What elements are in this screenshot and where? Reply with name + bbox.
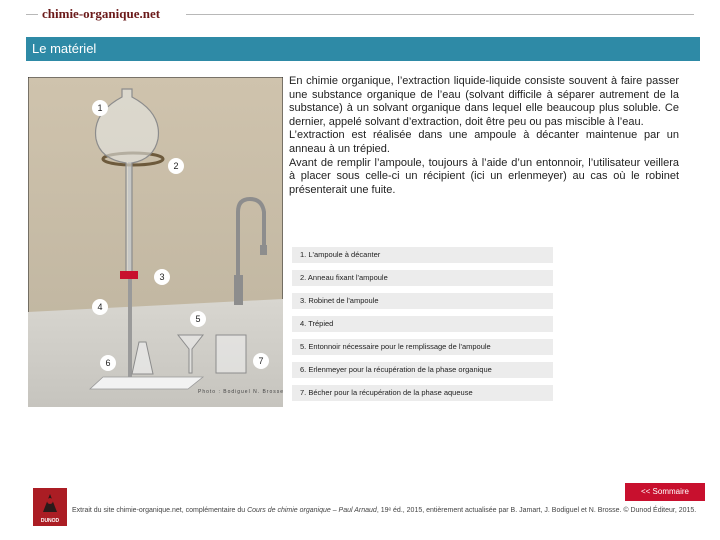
intro-paragraph-3: Avant de remplir l’ampoule, toujours à l’aide d’un entonnoir, l’utilisateur veillera à placer sous celle-ci un récipient (ici un erlenmeyer) au cas où le robinet présenterait une fuite.	[289, 156, 679, 196]
dunod-logo	[33, 488, 67, 526]
marker-2: 2	[168, 158, 184, 174]
lab-setup-illustration	[28, 77, 283, 407]
legend-item: 2. Anneau fixant l'ampoule	[292, 270, 553, 286]
footer-part-2: , 19ᵉ éd., 2015, entièrement actualisée par B. Jamart, J. Bodiguel et N. Brosse. © Dunod Éditeur, 2015.	[376, 507, 697, 514]
photo-credit: Photo : Bodiguel N. Brosse	[198, 389, 285, 395]
legend-item: 4. Trépied	[292, 316, 553, 332]
intro-text	[289, 75, 679, 197]
marker-5: 5	[190, 311, 206, 327]
section-header: Le matériel	[26, 37, 700, 61]
equipment-legend	[292, 247, 553, 408]
marker-6: 6	[100, 355, 116, 371]
marker-3: 3	[154, 269, 170, 285]
equipment-photo	[28, 77, 283, 407]
legend-item: 1. L'ampoule à décanter	[292, 247, 553, 263]
footer-book-title: Cours de chimie organique – Paul Arnaud	[247, 507, 377, 514]
logo-text: DUNOD	[40, 518, 60, 524]
legend-item: 7. Bécher pour la récupération de la phase aqueuse	[292, 385, 553, 401]
title-rule-left	[26, 14, 38, 15]
intro-paragraph-2: L’extraction est réalisée dans une ampoule à décanter maintenue par un anneau à un trépied.	[289, 129, 679, 155]
legend-item: 6. Erlenmeyer pour la récupération de la phase organique	[292, 362, 553, 378]
logo-emblem-icon	[33, 488, 67, 516]
intro-paragraph-1: En chimie organique, l’extraction liquide-liquide consiste souvent à faire passer une substance organique de l’eau (solvant difficile à séparer autrement de la substance) à un solvant organique dans lequel elle beaucoup plus soluble. Ce dernier, appelé solvant d’extraction, doit être peu ou pas miscible à l’eau.	[289, 75, 679, 128]
site-title: chimie-organique.net	[42, 6, 161, 21]
marker-4: 4	[92, 299, 108, 315]
footer-part-1: Extrait du site chimie-organique.net, complémentaire du	[72, 507, 248, 514]
marker-1: 1	[92, 100, 108, 116]
marker-7: 7	[253, 353, 269, 369]
footer-note	[72, 506, 712, 516]
legend-item: 3. Robinet de l'ampoule	[292, 293, 553, 309]
title-rule-right	[186, 14, 694, 15]
legend-item: 5. Entonnoir nécessaire pour le remplissage de l'ampoule	[292, 339, 553, 355]
sommaire-button[interactable]: << Sommaire	[625, 483, 705, 501]
